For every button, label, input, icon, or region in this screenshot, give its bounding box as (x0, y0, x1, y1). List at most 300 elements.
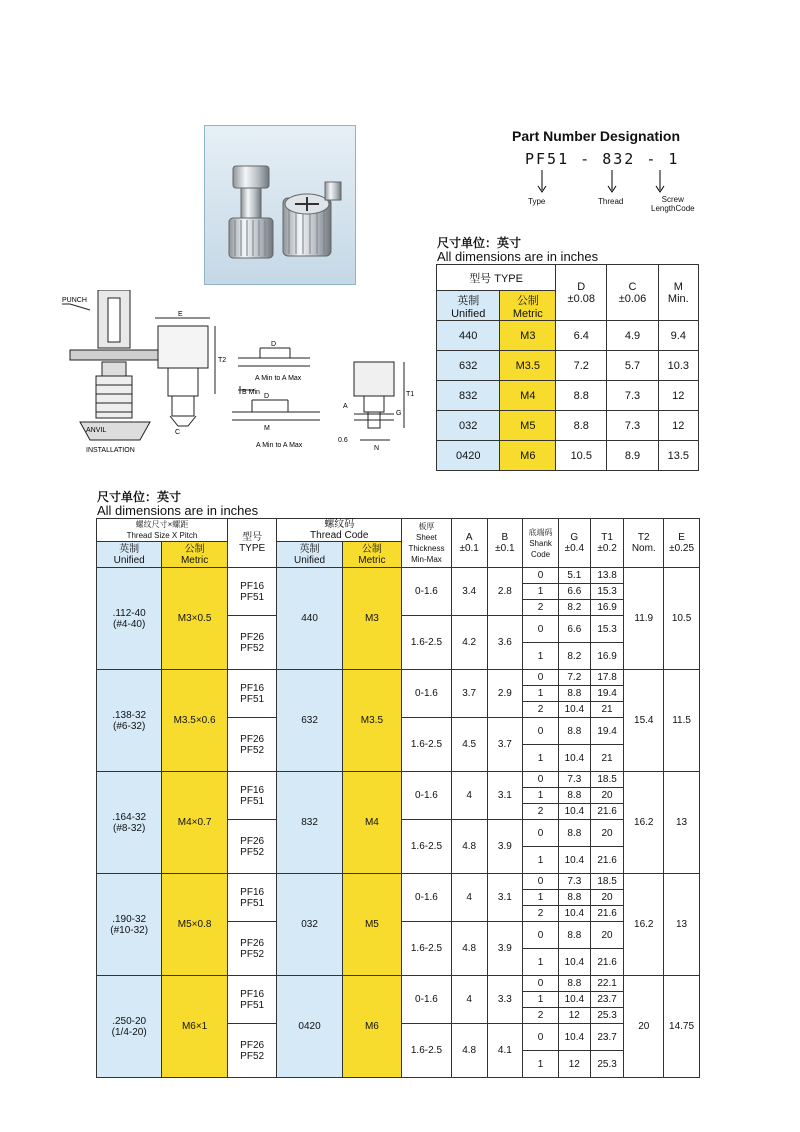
table2-type-a-line-2: PF51 (240, 897, 265, 909)
table1-col-m-label: M (673, 280, 683, 293)
table2-code-metric: M3 (342, 568, 401, 670)
table2-t2: 16.2 (624, 874, 664, 976)
label-a-min-max-top: A Min to A Max (255, 375, 302, 382)
table2-h-shank-cn: 底端码 (528, 527, 553, 537)
table-row (437, 411, 699, 441)
table2-h-metric (162, 542, 228, 568)
table1-d: 8.8 (556, 411, 607, 441)
table2-e: 13 (664, 772, 700, 874)
table2-unified-line-2: (#8-32) (113, 822, 146, 834)
table2-b-a: 3.1 (487, 772, 523, 820)
table2-g: 7.2 (558, 670, 590, 686)
table2-h-sheet-cn: 板厚 (418, 522, 435, 531)
label-anvil: ANVIL (86, 427, 107, 434)
table2-t1: 23.7 (590, 992, 624, 1008)
table1-unified-en: Unified (451, 307, 486, 320)
table2-type-a-line-2: PF51 (240, 693, 265, 705)
table2-b-b: 3.6 (487, 616, 523, 670)
table2-t1: 20 (590, 890, 624, 906)
table2-type-b (227, 922, 277, 976)
table2-code-unified: 0420 (277, 976, 342, 1078)
table2-e: 10.5 (664, 568, 700, 670)
table2-h-metric-cn: 公制 (184, 543, 205, 555)
table2-t1: 13.8 (590, 568, 624, 584)
table2-shank-code: 0 (523, 874, 559, 890)
table1-unified: 832 (437, 381, 500, 411)
table2-g: 7.3 (558, 874, 590, 890)
label-n: N (374, 445, 380, 452)
table2-h-code-unified-cn: 英制 (299, 543, 320, 555)
table2-shank-code: 2 (523, 702, 559, 718)
table2-type-a (227, 568, 277, 616)
section-drawing (354, 362, 404, 440)
table2-shank-code: 2 (523, 1008, 559, 1024)
table2-b-a: 2.8 (487, 568, 523, 616)
table2-g: 8.8 (558, 686, 590, 702)
table2-t1: 18.5 (590, 874, 624, 890)
table2-g: 6.6 (558, 616, 590, 643)
label-a: A (343, 403, 348, 410)
table2-type-a (227, 874, 277, 922)
label-d-top: D (271, 341, 277, 348)
table2-unified (97, 568, 162, 670)
table2-g: 6.6 (558, 584, 590, 600)
table2-type-b (227, 1024, 277, 1078)
table2-shank-code: 0 (523, 1024, 559, 1051)
table2-a-a: 4 (451, 772, 487, 820)
table2-metric: M5×0.8 (162, 874, 228, 976)
table2-sheet-a: 0-1.6 (402, 874, 452, 922)
table1-unified: 632 (437, 351, 500, 381)
table2-b-a: 3.3 (487, 976, 523, 1024)
table2-type-a-line-1: PF16 (240, 886, 265, 898)
table2-h-b-label: B (501, 532, 509, 543)
table2-h-t1 (590, 519, 624, 568)
table-row (97, 976, 700, 992)
table2-h-code-cn: 螺纹码 (324, 519, 355, 530)
table1-unit-cn: 尺寸单位：英寸 (437, 236, 522, 250)
table2-a-a: 3.4 (451, 568, 487, 616)
table2-t1: 21.6 (590, 906, 624, 922)
table2-b-a: 3.1 (487, 874, 523, 922)
table2-t1: 23.7 (590, 1024, 624, 1051)
table-row (437, 441, 699, 471)
table2-h-thread-en: Thread Size X Pitch (126, 531, 198, 540)
table2-t1: 20 (590, 820, 624, 847)
table2-e: 11.5 (664, 670, 700, 772)
table2-h-b-tol: ±0.1 (495, 543, 515, 554)
table2-type-b-line-2: PF52 (240, 948, 265, 960)
table2-unified (97, 670, 162, 772)
table2-g: 10.4 (558, 847, 590, 874)
table2-unified (97, 772, 162, 874)
table2-type-b-line-2: PF52 (240, 1050, 265, 1062)
table2-metric: M4×0.7 (162, 772, 228, 874)
sheet-hole-drawings (232, 348, 320, 420)
table2-shank-code: 0 (523, 718, 559, 745)
table1-unified: 032 (437, 411, 500, 441)
table2-sheet-a: 0-1.6 (402, 670, 452, 718)
table2-t1: 20 (590, 922, 624, 949)
table2-shank-code: 2 (523, 600, 559, 616)
table2-shank-code: 1 (523, 890, 559, 906)
table2-t1: 22.1 (590, 976, 624, 992)
table1-dimensions (436, 264, 699, 471)
table2-shank-code: 1 (523, 686, 559, 702)
table2-g: 8.8 (558, 922, 590, 949)
table2-h-t2 (624, 519, 664, 568)
table2-h-unified (97, 542, 162, 568)
table2-h-shank (523, 519, 559, 568)
table1-col-c-label: C (628, 280, 637, 293)
table2-h-thread (97, 519, 228, 542)
table2-a-a: 4 (451, 874, 487, 922)
table2-h-unified-en: Unified (113, 554, 145, 566)
table2-unified-line-1: .138-32 (112, 709, 147, 721)
table-row (97, 670, 700, 686)
table1-unified: 440 (437, 321, 500, 351)
table2-g: 10.4 (558, 702, 590, 718)
table1-col-m (658, 265, 698, 321)
table2-unified (97, 874, 162, 976)
table2-b-b: 3.9 (487, 820, 523, 874)
table2-g: 5.1 (558, 568, 590, 584)
product-photo (204, 125, 356, 285)
installation-drawing (62, 290, 162, 440)
table2-shank-code: 1 (523, 992, 559, 1008)
table2-h-t1-tol: ±0.2 (597, 543, 617, 554)
table-row (97, 772, 700, 788)
table2-h-b (487, 519, 523, 568)
table1-metric-cn: 公制 (516, 294, 539, 307)
table2-sheet-a: 0-1.6 (402, 772, 452, 820)
table2-shank-code: 2 (523, 804, 559, 820)
table1-d: 10.5 (556, 441, 607, 471)
table2-shank-code: 0 (523, 922, 559, 949)
table2-h-sheet (402, 519, 452, 568)
table1-c: 5.7 (607, 351, 658, 381)
table2-h-code-unified-en: Unified (293, 554, 326, 566)
label-m: M (264, 425, 270, 432)
table2-g: 8.8 (558, 718, 590, 745)
table-row (97, 568, 700, 584)
table2-g: 10.4 (558, 992, 590, 1008)
table2-metric: M6×1 (162, 976, 228, 1078)
table2-type-a (227, 772, 277, 820)
table2-a-b: 4.2 (451, 616, 487, 670)
table2-h-code (277, 519, 402, 542)
table2-h-type-en: TYPE (239, 543, 266, 554)
table2-unified-line-2: (#4-40) (113, 618, 146, 630)
table2-g: 7.3 (558, 772, 590, 788)
table2-shank-code: 1 (523, 745, 559, 772)
table1-type-header: 型号 TYPE (437, 265, 556, 291)
label-punch: PUNCH (62, 297, 87, 304)
table1-unified-cn: 英制 (457, 294, 480, 307)
table1-m: 12 (658, 411, 698, 441)
table2-h-type (227, 519, 277, 568)
table2-h-e-label: E (678, 532, 685, 543)
table1-col-d (556, 265, 607, 321)
table1-m: 12 (658, 381, 698, 411)
table2-t1: 15.3 (590, 616, 624, 643)
label-t1: T1 (406, 391, 415, 398)
table1-d: 8.8 (556, 381, 607, 411)
table2-type-a (227, 976, 277, 1024)
table2-shank-code: 0 (523, 670, 559, 686)
table2-g: 8.8 (558, 820, 590, 847)
table2-a-b: 4.8 (451, 922, 487, 976)
table2-code-metric: M3.5 (342, 670, 401, 772)
label-c: C (175, 429, 181, 436)
table2-shank-code: 1 (523, 1051, 559, 1078)
table2-a-b: 4.5 (451, 718, 487, 772)
table2-t1: 21.6 (590, 847, 624, 874)
table-row (437, 321, 699, 351)
table2-shank-code: 0 (523, 772, 559, 788)
table2-unit-en: All dimensions are in inches (97, 503, 259, 518)
table2-a-b: 4.8 (451, 820, 487, 874)
table1-m: 9.4 (658, 321, 698, 351)
table2-type-a-line-1: PF16 (240, 988, 265, 1000)
table2-type-a (227, 670, 277, 718)
table2-g: 10.4 (558, 745, 590, 772)
table2-code-metric: M6 (342, 976, 401, 1078)
table2-h-shank-en1: Shank (529, 538, 552, 548)
table2-g: 10.4 (558, 1024, 590, 1051)
table2-t1: 19.4 (590, 686, 624, 702)
table2-a-a: 4 (451, 976, 487, 1024)
table2-sheet-a: 0-1.6 (402, 568, 452, 616)
table2-type-a-line-1: PF16 (240, 682, 265, 694)
table2-type-b (227, 820, 277, 874)
table2-code-metric: M5 (342, 874, 401, 976)
table-row (97, 874, 700, 890)
table1-metric-header (500, 291, 556, 321)
table2-g: 8.8 (558, 890, 590, 906)
table2-sheet-b: 1.6-2.5 (402, 718, 452, 772)
table2-h-t2-tol: Nom. (631, 543, 656, 554)
table2-shank-code: 0 (523, 568, 559, 584)
table2-t2: 16.2 (624, 772, 664, 874)
table2-g: 8.2 (558, 600, 590, 616)
table2-type-a-line-2: PF51 (240, 591, 265, 603)
table2-code-unified: 032 (277, 874, 342, 976)
table2-t1: 25.3 (590, 1008, 624, 1024)
label-d-bottom: D (264, 393, 270, 400)
table2-h-a (451, 519, 487, 568)
table2-sheet-b: 1.6-2.5 (402, 922, 452, 976)
table2-unified-line-2: (1/4-20) (111, 1026, 147, 1038)
table-row (437, 381, 699, 411)
table2-unified-line-1: .112-40 (112, 607, 146, 619)
table2-t1: 19.4 (590, 718, 624, 745)
label-installation: INSTALLATION (86, 447, 135, 454)
table2-type-b-line-1: PF26 (240, 835, 265, 847)
table2-t1: 21 (590, 702, 624, 718)
table2-h-code-en: Thread Code (310, 530, 369, 541)
table2-b-b: 3.9 (487, 922, 523, 976)
table1-unified: 0420 (437, 441, 500, 471)
table2-sheet-b: 1.6-2.5 (402, 1024, 452, 1078)
table1-m: 13.5 (658, 441, 698, 471)
table2-t1: 20 (590, 788, 624, 804)
table2-b-b: 4.1 (487, 1024, 523, 1078)
table2-h-g (558, 519, 590, 568)
table1-c: 4.9 (607, 321, 658, 351)
label-t2: T2 (218, 357, 227, 364)
table1-c: 8.9 (607, 441, 658, 471)
table2-h-e (664, 519, 700, 568)
table2-g: 10.4 (558, 949, 590, 976)
table2-code-unified: 440 (277, 568, 342, 670)
table2-h-a-label: A (465, 532, 473, 543)
table2-a-b: 4.8 (451, 1024, 487, 1078)
table2-t1: 21 (590, 745, 624, 772)
table1-metric: M5 (500, 411, 556, 441)
table2-type-b (227, 616, 277, 670)
table2-shank-code: 2 (523, 906, 559, 922)
table2-code-unified: 632 (277, 670, 342, 772)
table1-metric: M6 (500, 441, 556, 471)
table1-m: 10.3 (658, 351, 698, 381)
table2-shank-code: 0 (523, 616, 559, 643)
table2-g: 8.8 (558, 976, 590, 992)
table2-t2: 15.4 (624, 670, 664, 772)
table2-h-code-unified (277, 542, 342, 568)
table2-h-t2-label: T2 (637, 532, 650, 543)
designation-label-screw (651, 195, 695, 213)
table2-type-b-line-1: PF26 (240, 1039, 265, 1051)
table2-type-b-line-1: PF26 (240, 631, 265, 643)
table2-type-b (227, 718, 277, 772)
table2-code-metric: M4 (342, 772, 401, 874)
captive-screw-photo-illustration (205, 126, 355, 284)
table2-type-a-line-2: PF51 (240, 795, 265, 807)
table2-g: 8.2 (558, 643, 590, 670)
table2-type-b-line-2: PF52 (240, 846, 265, 858)
table2-t2: 20 (624, 976, 664, 1078)
table2-type-b-line-2: PF52 (240, 744, 265, 756)
table2-t1: 15.3 (590, 584, 624, 600)
table1-col-c (607, 265, 658, 321)
table2-metric: M3×0.5 (162, 568, 228, 670)
table2-t1: 16.9 (590, 600, 624, 616)
table2-t2: 11.9 (624, 568, 664, 670)
table2-type-b-line-1: PF26 (240, 937, 265, 949)
table2-unified-line-1: .190-32 (112, 913, 147, 925)
table2-type-b-line-2: PF52 (240, 642, 265, 654)
table2-unified-line-2: (#10-32) (110, 924, 149, 936)
table2-t1: 17.8 (590, 670, 624, 686)
table2-t1: 18.5 (590, 772, 624, 788)
table2-t1: 21.6 (590, 804, 624, 820)
table2-unit-cn: 尺寸单位：英寸 (97, 490, 182, 504)
table2-g: 12 (558, 1008, 590, 1024)
table1-c: 7.3 (607, 411, 658, 441)
table2-shank-code: 0 (523, 976, 559, 992)
table2-type-b-line-1: PF26 (240, 733, 265, 745)
table2-unified-line-1: .250-20 (112, 1015, 147, 1027)
designation-label-screw-2: LengthCode (651, 204, 695, 213)
table1-d: 7.2 (556, 351, 607, 381)
table1-unified-header (437, 291, 500, 321)
table2-g: 10.4 (558, 804, 590, 820)
table2-shank-code: 1 (523, 788, 559, 804)
table2-sheet-b: 1.6-2.5 (402, 820, 452, 874)
side-view-drawing (155, 318, 215, 426)
table2-h-code-metric-en: Metric (358, 554, 386, 566)
table2-shank-code: 1 (523, 949, 559, 976)
label-06: 0.6 (338, 437, 348, 444)
table2-h-g-label: G (570, 532, 579, 543)
table2-shank-code: 0 (523, 820, 559, 847)
table2-h-unified-cn: 英制 (119, 543, 140, 555)
label-g: G (396, 410, 402, 417)
table2-type-a-line-2: PF51 (240, 999, 265, 1011)
table2-h-sheet-en2: Thickness (408, 544, 445, 553)
table2-specifications (96, 518, 700, 1078)
table2-g: 12 (558, 1051, 590, 1078)
table2-t1: 21.6 (590, 949, 624, 976)
table2-type-a-line-1: PF16 (240, 580, 265, 592)
table1-col-c-tol: ±0.06 (618, 292, 647, 305)
table1-metric: M3.5 (500, 351, 556, 381)
table1-metric-en: Metric (512, 307, 543, 320)
designation-label-thread: Thread (598, 197, 624, 206)
table2-h-code-metric-cn: 公制 (361, 543, 382, 555)
table-row (437, 351, 699, 381)
table2-h-sheet-en3: Min-Max (411, 555, 442, 564)
designation-label-screw-1: Screw (661, 195, 684, 204)
designation-arrows (520, 168, 680, 198)
label-e: E (178, 311, 183, 318)
designation-title: Part Number Designation (512, 128, 681, 144)
table2-t1: 16.9 (590, 643, 624, 670)
table1-col-m-tol: Min. (667, 292, 689, 305)
table2-sheet-a: 0-1.6 (402, 976, 452, 1024)
table2-type-a-line-1: PF16 (240, 784, 265, 796)
table2-unified (97, 976, 162, 1078)
table2-h-e-tol: ±0.25 (669, 543, 695, 554)
table2-a-a: 3.7 (451, 670, 487, 718)
table1-col-d-label: D (577, 280, 586, 293)
table2-h-metric-en: Metric (180, 554, 209, 566)
table2-h-g-tol: ±0.4 (564, 543, 585, 554)
table2-code-unified: 832 (277, 772, 342, 874)
table2-h-sheet-en1: Sheet (415, 533, 437, 542)
table2-e: 14.75 (664, 976, 700, 1078)
table1-col-d-tol: ±0.08 (567, 292, 595, 305)
table2-t1: 25.3 (590, 1051, 624, 1078)
table2-h-a-tol: ±0.1 (459, 543, 479, 554)
table2-shank-code: 1 (523, 847, 559, 874)
label-a-min-max-bottom: A Min to A Max (256, 442, 303, 449)
table2-unified-line-1: .164-32 (112, 811, 147, 823)
table2-b-b: 3.7 (487, 718, 523, 772)
table1-metric: M4 (500, 381, 556, 411)
table2-shank-code: 1 (523, 643, 559, 670)
table2-h-shank-en2: Code (531, 549, 551, 559)
table2-g: 8.8 (558, 788, 590, 804)
table1-metric: M3 (500, 321, 556, 351)
technical-drawings (60, 290, 430, 460)
table1-unit-en: All dimensions are in inches (437, 249, 599, 264)
table1-d: 6.4 (556, 321, 607, 351)
table2-h-t1-label: T1 (601, 532, 613, 543)
table2-g: 10.4 (558, 906, 590, 922)
table2-shank-code: 1 (523, 584, 559, 600)
